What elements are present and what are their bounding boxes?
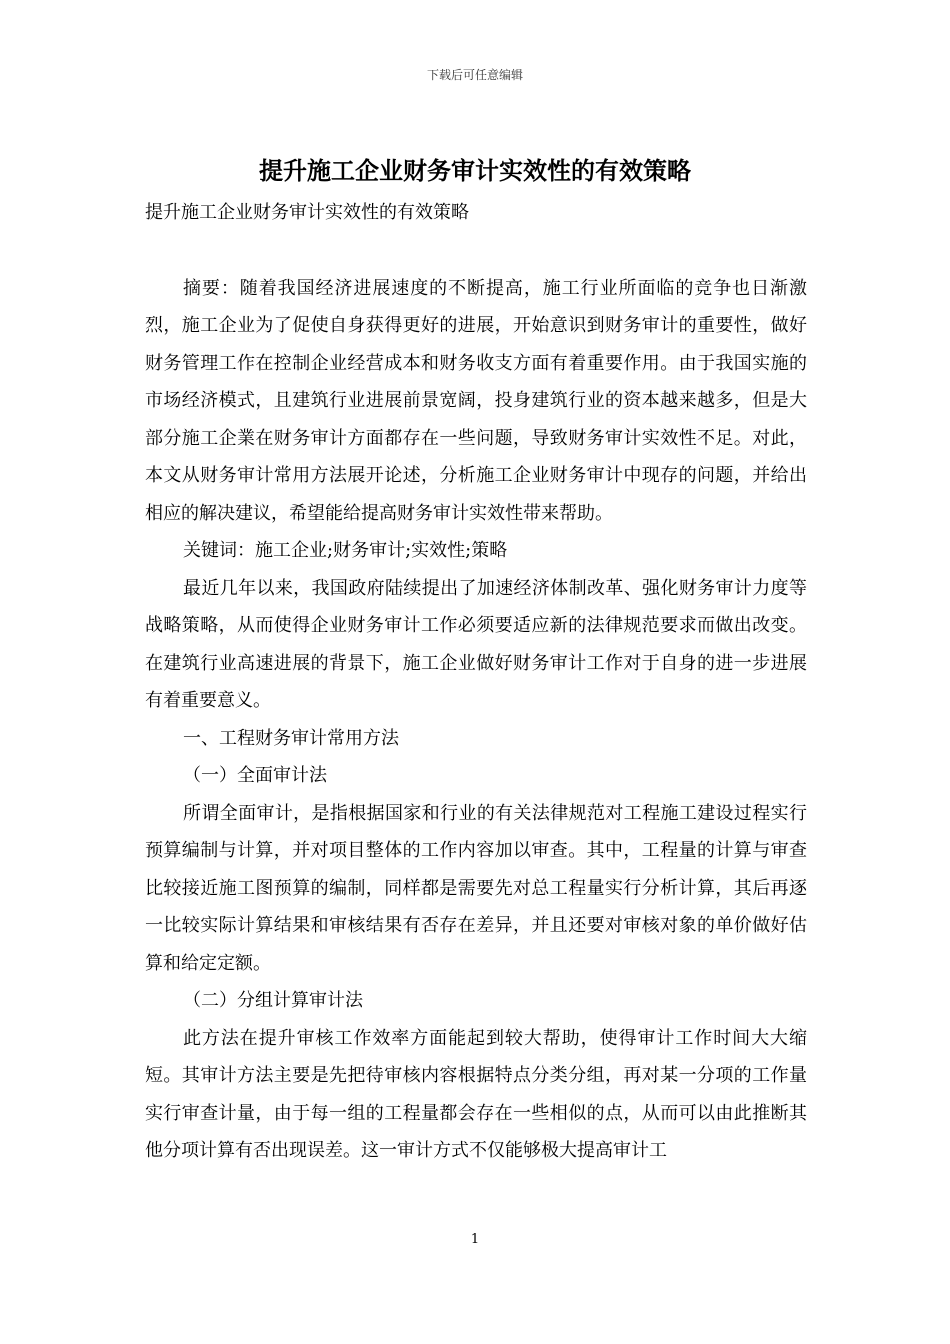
section-heading: 一、工程财务审计常用方法 bbox=[183, 727, 399, 749]
subsection-heading: （一）全面审计法 bbox=[183, 765, 327, 786]
blank-line bbox=[145, 232, 807, 270]
subtitle: 提升施工企业财务审计实效性的有效策略 bbox=[145, 202, 469, 223]
document-title: 提升施工企业财务审计实效性的有效策略 bbox=[259, 156, 691, 185]
abstract-paragraph: 摘要：随着我国经济进展速度的不断提高，施工行业所面临的竞争也日渐激烈，施工企业为了促使自身获得更好的进展，开始意识到财务审计的重要性，做好财务管理工作在控制企业经营成本和财务收支方面有着重要作用。由于我国实施的市场经济模式，且建筑行业进展前景宽阔，投身建筑行业的资本越来越多，但是大部分施工企業在财务审计方面都存在一些问题，导致财务审计实效性不足。对此，本文从财务审计常用方法展开论述，分析施工企业财务审计中现存的问题，并给出相应的解决建议，希望能给提高财务审计实效性带来帮助。 bbox=[145, 277, 807, 524]
body-paragraph: 所谓全面审计，是指根据国家和行业的有关法律规范对工程施工建设过程实行预算编制与计算，并对项目整体的工作内容加以审查。其中，工程量的计算与审查比较接近施工图预算的编制，同样都是需要先对总工程量实行分析计算，其后再逐一比较实际计算结果和审核结果有否存在差异，并且还要对审核对象的单价做好估算和给定定额。 bbox=[145, 802, 807, 974]
subsection-heading: （二）分组计算审计法 bbox=[183, 990, 363, 1011]
page-number: 1 bbox=[470, 1232, 480, 1247]
header-note: 下载后可任意编辑 bbox=[426, 68, 523, 82]
document-body bbox=[145, 194, 807, 1170]
body-paragraph: 此方法在提升审核工作效率方面能起到较大帮助，使得审计工作时间大大缩短。其审计方法主要是先把待审核内容根据特点分类分组，再对某一分项的工作量实行审查计量，由于每一组的工程量都会存在一些相似的点，从而可以由此推断其他分项计算有否出现误差。这一审计方式不仅能够极大提高审计工 bbox=[145, 1027, 807, 1161]
keywords-paragraph: 关键词：施工企业;财务审计;实效性;策略 bbox=[183, 540, 508, 561]
intro-paragraph: 最近几年以来，我国政府陆续提出了加速经济体制改革、强化财务审计力度等战略策略，从而使得企业财务审计工作必须要适应新的法律规范要求而做出改变。在建筑行业高速进展的背景下，施工企业做好财务审计工作对于自身的进一步进展有着重要意义。 bbox=[145, 577, 807, 711]
